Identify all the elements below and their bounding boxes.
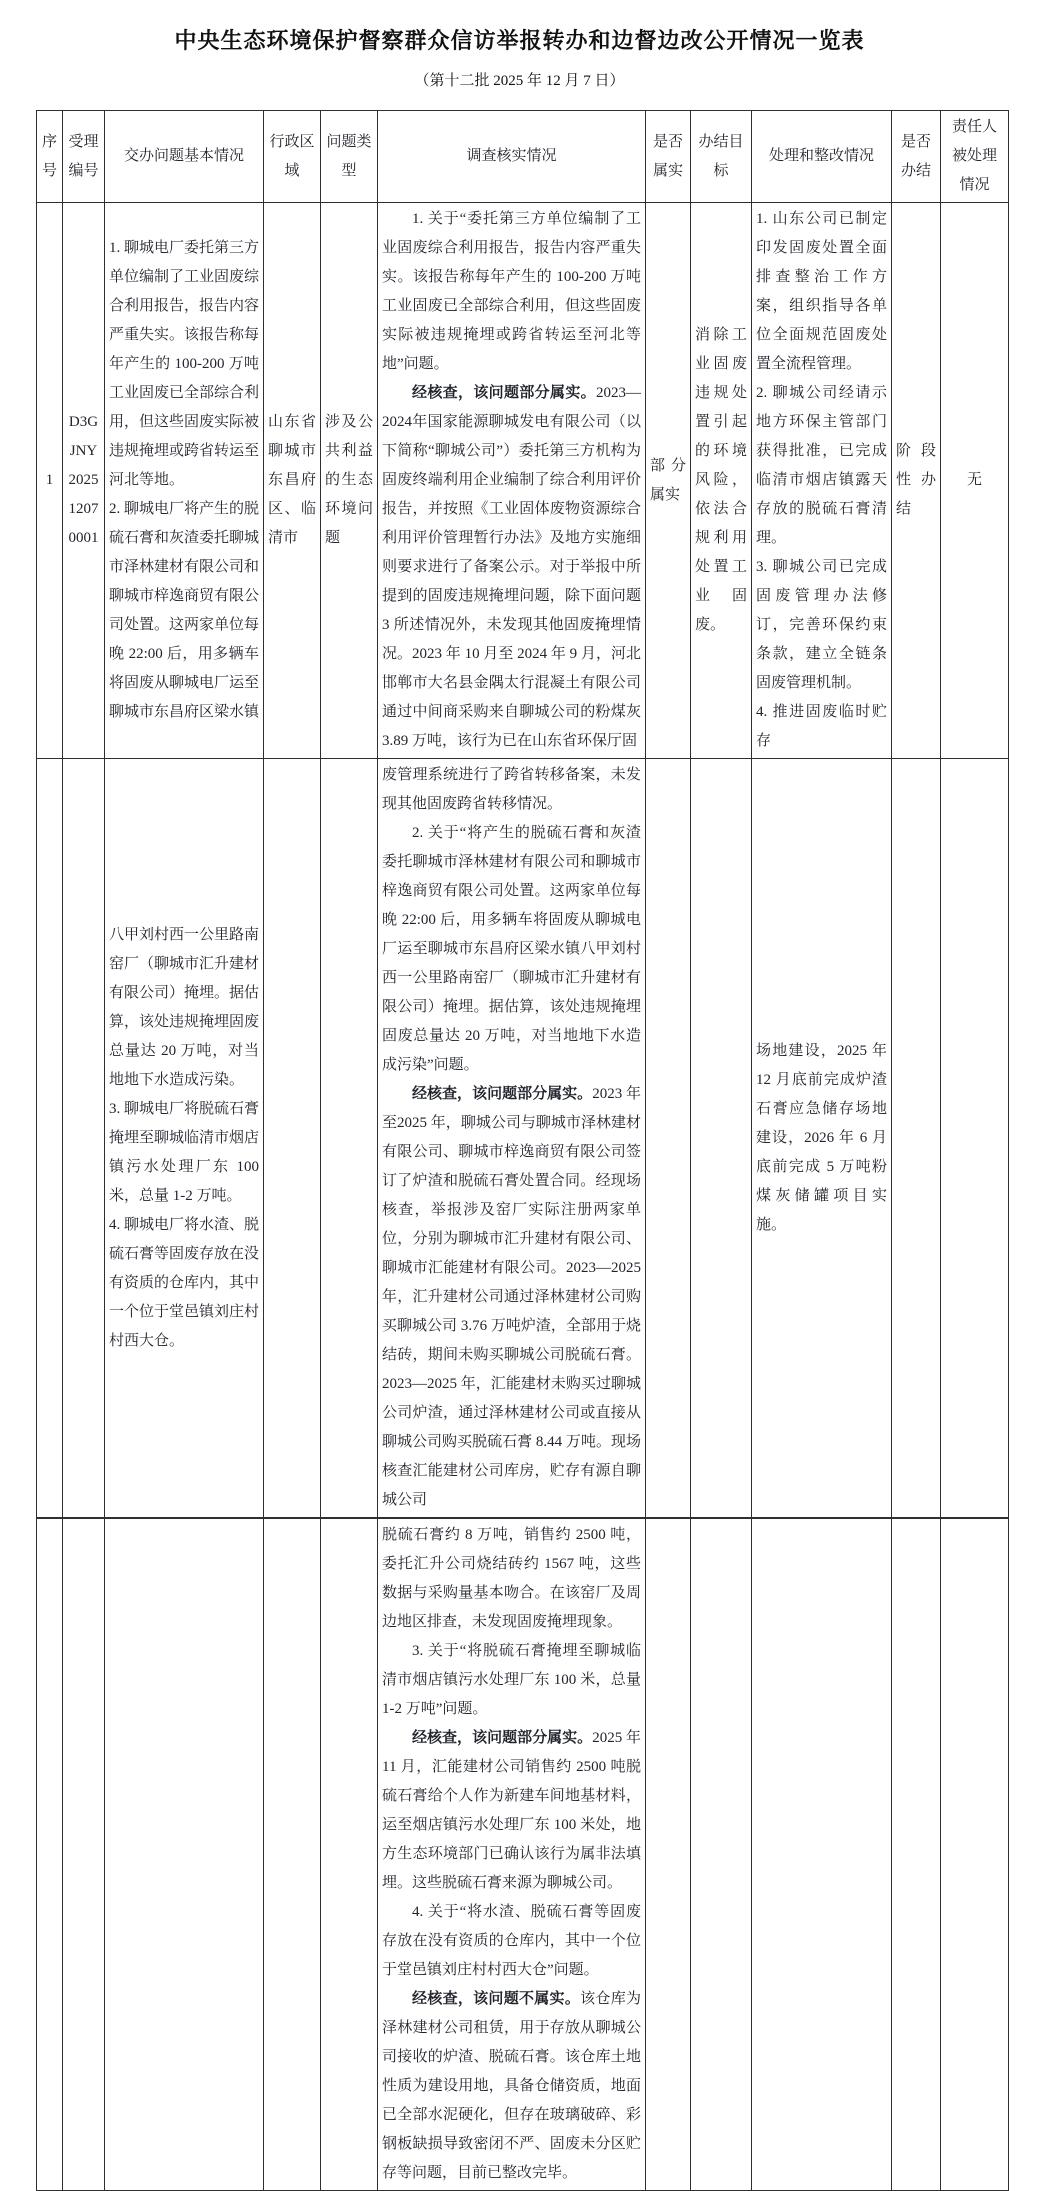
header-is-closed: 是否办结 <box>892 111 941 203</box>
cell-is-true-cont <box>646 759 691 1519</box>
cell-case-no: D3GJNY202512070001 <box>63 203 105 759</box>
cell-target-cont <box>691 759 752 1519</box>
cell-problem-cont2 <box>105 1518 264 2191</box>
cell-seq-cont2 <box>37 1518 63 2191</box>
header-seq: 序号 <box>37 111 63 203</box>
cell-region-cont <box>264 759 321 1519</box>
cell-rectification-part1: 1. 山东公司已制定印发固废处置全面排查整治工作方案，组织指导各单位全面规范固废处置全流程管理。 2. 聊城公司经请示地方环保主管部门获得批准，已完成临清市烟店镇露天存放的脱硫石膏清理。 3. 聊城公司已完成固废管理办法修订，完善环保约束条款，建立全链条固废管理机制。 4. 推进固废临时贮存 <box>752 203 892 759</box>
cell-region: 山东省聊城市东昌府区、临清市 <box>264 203 321 759</box>
cell-seq-cont <box>37 759 63 1519</box>
header-investigation: 调查核实情况 <box>378 111 646 203</box>
page-title: 中央生态环境保护督察群众信访举报转办和边督边改公开情况一览表 <box>174 28 865 53</box>
page-subtitle: （第十二批 2025 年 12 月 7 日） <box>414 73 625 89</box>
cell-accountability: 无 <box>941 203 1009 759</box>
cell-seq: 1 <box>37 203 63 759</box>
header-row <box>37 111 1009 203</box>
table-row-block3 <box>37 1518 1009 2191</box>
cell-problem-part1: 1. 聊城电厂委托第三方单位编制了工业固废综合利用报告，报告内容严重失实。该报告称每年产生的 100-200 万吨工业固废已全部综合利用，但这些固废实际被违规掩埋或跨省转运至河北等地。 2. 聊城电厂将产生的脱硫石膏和灰渣委托聊城市泽林建材有限公司和聊城市梓逸商贸有限公司处置。这两家单位每晚 22:00 后，用多辆车将固废从聊城电厂运至聊城市东昌府区梁水镇 <box>105 203 264 759</box>
cell-is-closed: 阶段性办结 <box>892 203 941 759</box>
cell-problem-type-cont2 <box>321 1518 378 2191</box>
header-problem: 交办问题基本情况 <box>105 111 264 203</box>
header-accountability: 责任人被处理情况 <box>941 111 1009 203</box>
cell-accountability-cont <box>941 759 1009 1519</box>
cell-case-no-cont <box>63 759 105 1519</box>
cell-target-cont2 <box>691 1518 752 2191</box>
cell-investigation-part3: 脱硫石膏约 8 万吨，销售约 2500 吨，委托汇升公司烧结砖约 1567 吨，这些数据与采购量基本吻合。在该窑厂及周边地区排查，未发现固废掩埋现象。 3. 关于“将脱硫石膏掩埋至聊城临清市烟店镇污水处理厂东 100 米，总量 1-2 万吨”问题。 经核查，该问题部分属实。2025 年 11 月，汇能建材公司销售约 2500 吨脱硫石膏给个人作为新建车间地基材料，运至烟店镇污水处理厂东 100 米处，地方生态环境部门已确认该行为属非法填埋。这些脱硫石膏来源为聊城公司。 4. 关于“将水渣、脱硫石膏等固废存放在没有资质的仓库内，其中一个位于堂邑镇刘庄村村西大仓”问题。 经核查，该问题不属实。该仓库为泽林建材公司租赁，用于存放从聊城公司接收的炉渣、脱硫石膏。该仓库土地性质为建设用地，具备仓储资质，地面已全部水泥硬化，但存在玻璃破碎、彩钢板缺损导致密闭不严、固废未分区贮存等问题，目前已整改完毕。 <box>378 1518 646 2191</box>
table-row-block2 <box>37 759 1009 1519</box>
cell-investigation-part2: 废管理系统进行了跨省转移备案，未发现其他固废跨省转移情况。 2. 关于“将产生的脱硫石膏和灰渣委托聊城市泽林建材有限公司和聊城市梓逸商贸有限公司处置。这两家单位每晚 22:00 后，用多辆车将固废从聊城电厂运至聊城市东昌府区梁水镇八甲刘村西一公里路南窑厂（聊城市汇升建材有限公司）掩埋。据估算，该处违规掩埋固废总量达 20 万吨，对当地地下水造成污染”问题。 经核查，该问题部分属实。2023 年至2025 年，聊城公司与聊城市泽林建材有限公司、聊城市梓逸商贸有限公司签订了炉渣和脱硫石膏处置合同。经现场核查，举报涉及窑厂实际注册两家单位，分别为聊城市汇升建材有限公司、聊城市汇能建材有限公司。2023—2025 年，汇升建材公司通过泽林建材公司购买聊城公司 3.76 万吨炉渣，全部用于烧结砖，期间未购买聊城公司脱硫石膏。2023—2025 年，汇能建材未购买过聊城公司炉渣，通过泽林建材公司或直接从聊城公司购买脱硫石膏 8.44 万吨。现场核查汇能建材公司库房，贮存有源自聊城公司 <box>378 759 646 1519</box>
cell-is-closed-cont <box>892 759 941 1519</box>
cell-is-true-cont2 <box>646 1518 691 2191</box>
cell-is-closed-cont2 <box>892 1518 941 2191</box>
cell-is-true: 部分属实 <box>646 203 691 759</box>
cell-problem-type: 涉及公共利益的生态环境问题 <box>321 203 378 759</box>
cell-rectification-part2: 场地建设，2025 年 12 月底前完成炉渣石膏应急储存场地建设，2026 年 6 月底前完成 5 万吨粉煤灰储罐项目实施。 <box>752 759 892 1519</box>
cell-accountability-cont2 <box>941 1518 1009 2191</box>
header-case-no: 受理编号 <box>63 111 105 203</box>
header-problem-type: 问题类型 <box>321 111 378 203</box>
cell-problem-type-cont <box>321 759 378 1519</box>
report-table <box>36 110 1009 2191</box>
table-row-block1 <box>37 203 1009 759</box>
header-region: 行政区域 <box>264 111 321 203</box>
cell-case-no-cont2 <box>63 1518 105 2191</box>
cell-target: 消除工业固废违规处置引起的环境风险，依法合规利用处置工业固废。 <box>691 203 752 759</box>
cell-rectification-cont2 <box>752 1518 892 2191</box>
cell-investigation-part1: 1. 关于“委托第三方单位编制了工业固废综合利用报告，报告内容严重失实。该报告称每年产生的 100-200 万吨工业固废已全部综合利用，但这些固废实际被违规掩埋或跨省转运至河北等地”问题。 经核查，该问题部分属实。2023—2024年国家能源聊城发电有限公司（以下简称“聊城公司”）委托第三方机构为固废终端利用企业编制了综合利用评价报告，并按照《工业固体废物资源综合利用评价管理暂行办法》及地方实施细则要求进行了备案公示。对于举报中所提到的固废违规掩埋问题，除下面问题 3 所述情况外，未发现其他固废掩埋情况。2023 年 10 月至 2024 年 9 月，河北邯郸市大名县金隅太行混凝土有限公司通过中间商采购来自聊城公司的粉煤灰 3.89 万吨，该行为已在山东省环保厅固 <box>378 203 646 759</box>
cell-region-cont2 <box>264 1518 321 2191</box>
header-rectification: 处理和整改情况 <box>752 111 892 203</box>
header-target: 办结目标 <box>691 111 752 203</box>
cell-problem-part2: 八甲刘村西一公里路南窑厂（聊城市汇升建材有限公司）掩埋。据估算，该处违规掩埋固废总量达 20 万吨，对当地地下水造成污染。 3. 聊城电厂将脱硫石膏掩埋至聊城临清市烟店镇污水处理厂东 100 米，总量 1-2 万吨。 4. 聊城电厂将水渣、脱硫石膏等固废存放在没有资质的仓库内，其中一个位于堂邑镇刘庄村村西大仓。 <box>105 759 264 1519</box>
header-is-true: 是否属实 <box>646 111 691 203</box>
